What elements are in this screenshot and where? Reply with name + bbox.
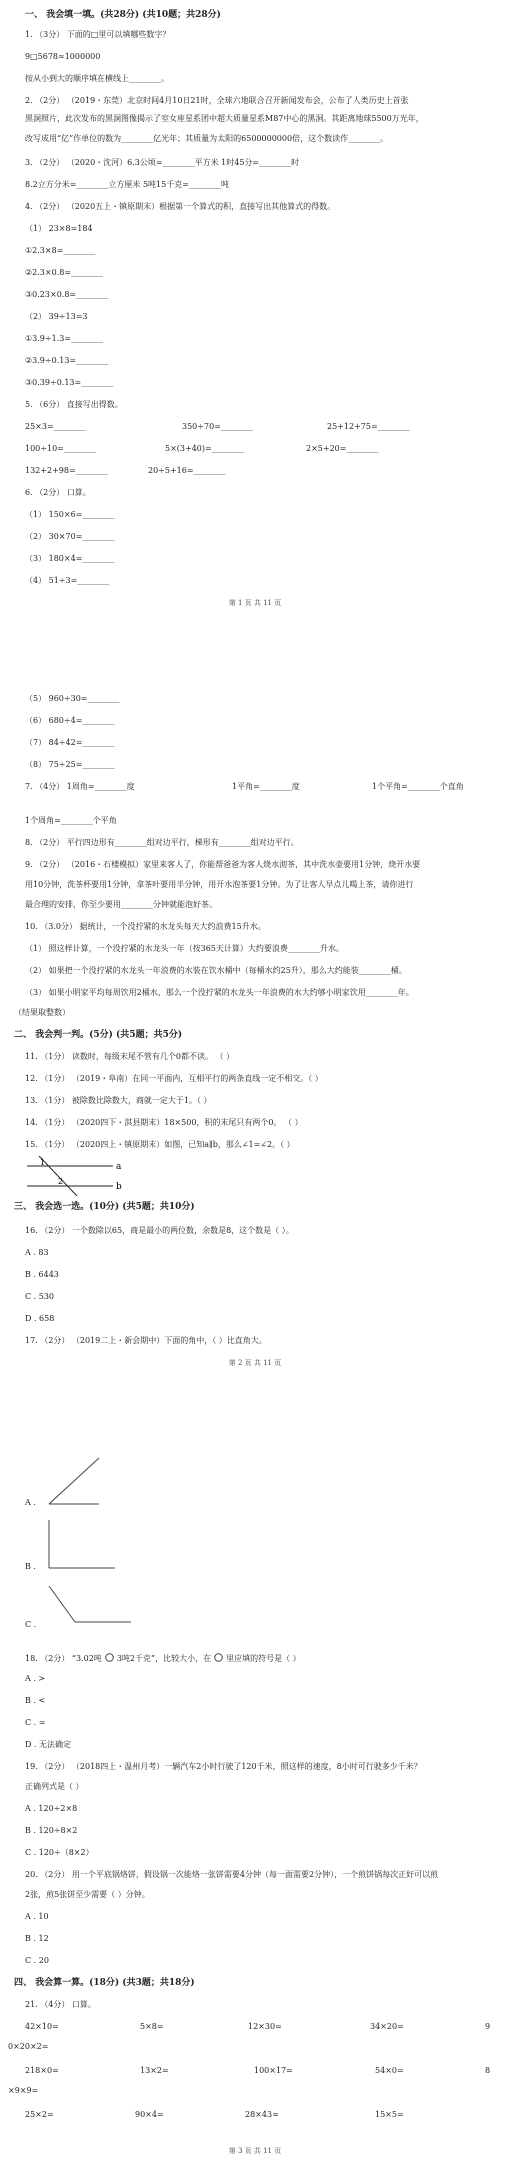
q5-item: 25+12+75=________ <box>327 422 410 431</box>
q21-item-wrap: ×9×9= <box>8 2086 39 2095</box>
q20-option: B . 12 <box>25 1934 49 1943</box>
q18-option: D . 无法确定 <box>25 1740 72 1749</box>
q1-instruction: 按从小到大的顺序填在横线上________。 <box>25 74 169 83</box>
page-footer: 第 3 页 共 11 页 <box>228 2147 282 2155</box>
label-a: a <box>116 1162 122 1172</box>
q21-item: 5×8= <box>140 2022 164 2031</box>
q6-item: （5） 960÷30=________ <box>25 694 120 703</box>
q17-option: B . <box>25 1562 36 1571</box>
q5-item: 350÷70=________ <box>182 422 253 431</box>
q20-line-1: 20. （2分） 用一个平底锅烙饼，假设锅一次能烙一张饼需要4分钟（每一面需要2分钟），一个煎饼锅每次正好可以煎 <box>25 1870 439 1879</box>
q9-line-1: 9. （2分） （2016・石楼模拟）家里来客人了，你能帮爸爸为客人烧水沏茶，其中洗水壶要用1分钟，烧开水要 <box>25 860 421 869</box>
q15-text: 15. （1分） （2020四上・镇原期末）如图，已知a∥b，那么∠1=∠2。（ ） <box>25 1140 295 1149</box>
q12-text: 12. （1分） （2019・阜南）在同一平面内，互相平行的两条直线一定不相交。（ ） <box>25 1074 323 1083</box>
q16-option: A . 83 <box>25 1248 49 1257</box>
q7-part-1: 7. （4分） 1周角=________度 <box>25 782 135 791</box>
q3-line-2: 8.2立方分米=________立方厘米 5吨15千克=________吨 <box>25 180 229 189</box>
q17-text: 17. （2分） （2019二上・新会期中）下面的角中，（ ）比直角大。 <box>25 1336 267 1345</box>
q4-item: ②2.3×0.8=________ <box>25 268 104 277</box>
label-angle-2: 2 <box>58 1177 64 1186</box>
q21-item: 8 <box>485 2066 491 2075</box>
q21-item: 12×30= <box>248 2022 282 2031</box>
comparison-circle-icon <box>214 1653 223 1662</box>
q4-item: ①3.9÷1.3=________ <box>25 334 104 343</box>
q21-item: 25×2= <box>25 2110 54 2119</box>
q6-text: 6. （2分） 口算。 <box>25 488 91 497</box>
label-angle-1: 1 <box>40 1158 46 1167</box>
label-b: b <box>116 1182 122 1192</box>
q18-part-3: 里应填的符号是（ ） <box>226 1654 301 1663</box>
q4-sub-2: （2） 39÷13=3 <box>25 312 88 321</box>
q19-line-2: 正确列式是（ ） <box>25 1782 84 1791</box>
q5-item: 25×3=________ <box>25 422 86 431</box>
section-2-title: 二、 我会判一判。(5分) (共5题；共5分) <box>14 1030 183 1040</box>
q5-item: 20÷5+16=________ <box>148 466 226 475</box>
q18-option: A . > <box>25 1674 46 1683</box>
q4-sub-1: （1） 23×8=184 <box>25 224 93 233</box>
q19-line-1: 19. （2分） （2018四上・温州月考）一辆汽车2小时行驶了120千米，照这样的速度，8小时可行驶多少千米？ <box>25 1762 422 1771</box>
q20-option: C . 20 <box>25 1956 49 1965</box>
q18-option: B . < <box>25 1696 46 1705</box>
page-footer: 第 1 页 共 11 页 <box>228 599 282 607</box>
q21-item: 15×5= <box>375 2110 404 2119</box>
q6-item: （8） 75÷25=________ <box>25 760 115 769</box>
q5-item: 132+2+98=________ <box>25 466 108 475</box>
q16-option: C . 530 <box>25 1292 55 1301</box>
q21-item: 42×10= <box>25 2022 59 2031</box>
q6-item: （3） 180×4=________ <box>25 554 115 563</box>
q13-text: 13. （1分） 被除数比除数大，商就一定大于1。（ ） <box>25 1096 212 1105</box>
q10-sub: （2） 如果把一个没拧紧的水龙头一年浪费的水装在饮水桶中（每桶水约25升），那么大约能装________桶。 <box>25 966 407 975</box>
q2-line-1: 2. （2分） （2019・东莞）北京时间4月10日21时，全球六地联合召开新闻发布会，公布了人类历史上首张 <box>25 96 409 105</box>
q10-note: （结果取整数） <box>14 1008 70 1017</box>
q19-option: C . 120÷（8×2） <box>25 1848 94 1857</box>
q21-item-wrap: 0×20×2= <box>8 2042 49 2051</box>
q7-part-3: 1个平角=________个直角 <box>372 782 464 791</box>
q4-item: ③0.23×0.8=________ <box>25 290 109 299</box>
q18-part-1: 18. （2分） “3.02吨 <box>25 1654 102 1663</box>
q19-option: A . 120÷2×8 <box>25 1804 78 1813</box>
q4-text: 4. （2分） （2020五上・镇原期末）根据第一个算式的积，直接写出其他算式的得数。 <box>25 202 336 211</box>
q5-item: 100÷10=________ <box>25 444 96 453</box>
q9-line-3: 最合理的安排，你至少要用________分钟就能泡好茶。 <box>25 900 217 909</box>
q17-option: C . <box>25 1620 37 1629</box>
q5-item: 5×(3+40)=________ <box>165 444 244 453</box>
q8-text: 8. （2分） 平行四边形有________组对边平行，梯形有________组对边平行。 <box>25 838 299 847</box>
q21-item: 218×0= <box>25 2066 59 2075</box>
q7-part-2: 1平角=________度 <box>232 782 300 791</box>
q6-item: （6） 680÷4=________ <box>25 716 115 725</box>
section-3-title: 三、 我会选一选。(10分) (共5题；共10分) <box>14 1202 195 1212</box>
q14-text: 14. （1分） （2020四下・淇县期末）18×500，积的末尾只有两个0。 （ ） <box>25 1118 303 1127</box>
q21-item: 13×2= <box>140 2066 169 2075</box>
angle-c-figure <box>45 1582 135 1632</box>
q16-option: D . 658 <box>25 1314 55 1323</box>
q3-line-1: 3. （2分） （2020・沈河）6.3公顷=________平方米 1时45分=________时 <box>25 158 300 167</box>
page-footer: 第 2 页 共 11 页 <box>228 1359 282 1367</box>
q20-option: A . 10 <box>25 1912 49 1921</box>
q10-text: 10. （3.0分） 据统计，一个没拧紧的水龙头每天大约浪费15升水。 <box>25 922 266 931</box>
q21-item: 9 <box>485 2022 491 2031</box>
q5-text: 5. （6分） 直接写出得数。 <box>25 400 123 409</box>
q11-text: 11. （1分） 读数时，每级末尾不管有几个0都不读。 （ ） <box>25 1052 235 1061</box>
q16-option: B . 6443 <box>25 1270 59 1279</box>
parallel-lines-figure <box>25 1156 125 1196</box>
q20-line-2: 2张，煎5张饼至少需要（ ）分钟。 <box>25 1890 150 1899</box>
q6-item: （4） 51÷3=________ <box>25 576 110 585</box>
q21-text: 21. （4分） 口算。 <box>25 2000 96 2009</box>
q5-item: 2×5+20=________ <box>306 444 379 453</box>
q6-item: （2） 30×70=________ <box>25 532 115 541</box>
q18-part-2: 3吨2千克”，比较大小，在 <box>116 1654 212 1663</box>
q4-item: ①2.3×8=________ <box>25 246 96 255</box>
q6-item: （7） 84÷42=________ <box>25 738 115 747</box>
q21-item: 54×0= <box>375 2066 404 2075</box>
q21-item: 34×20= <box>370 2022 404 2031</box>
section-1-title: 一、 我会填一填。(共28分) (共10题；共28分) <box>25 10 221 20</box>
angle-b-figure <box>45 1516 125 1576</box>
q17-option: A . <box>25 1498 36 1507</box>
angle-a-figure <box>45 1452 105 1512</box>
comparison-circle-icon <box>105 1653 114 1662</box>
q2-line-3: 改写成用“亿”作单位的数为________亿光年；其质量为太阳的6500000000倍，这个数读作________。 <box>25 134 389 143</box>
q21-item: 100×17= <box>254 2066 293 2075</box>
q6-item: （1） 150×6=________ <box>25 510 115 519</box>
q2-line-2: 黑洞照片，此次发布的黑洞图像揭示了室女座星系团中超大质量星系M87中心的黑洞。其距离地球5500万光年， <box>25 114 424 123</box>
q16-text: 16. （2分） 一个数除以65，商是最小的两位数，余数是8，这个数是（ ）。 <box>25 1226 294 1235</box>
q4-item: ③0.39÷0.13=________ <box>25 378 114 387</box>
q1-text: 1. （3分） 下面的□里可以填哪些数字？ <box>25 30 171 39</box>
q21-item: 28×43≈ <box>245 2110 279 2119</box>
q9-line-2: 用10分钟，洗茶杯要用1分钟，拿茶叶要用半分钟，用开水泡茶要1分钟。为了让客人早点儿喝上茶，请你进行 <box>25 880 414 889</box>
q10-sub: （3） 如果小明家平均每周饮用2桶水，那么一个没拧紧的水龙头一年浪费的水大约够小明家饮用________年。 <box>25 988 414 997</box>
q7-part-4: 1个周角=________个平角 <box>25 816 117 825</box>
q19-option: B . 120÷8×2 <box>25 1826 78 1835</box>
q10-sub: （1） 照这样计算，一个没拧紧的水龙头一年（按365天计算）大约要浪费________升水。 <box>25 944 344 953</box>
q18-option: C . = <box>25 1718 46 1727</box>
q18-text <box>25 1652 301 1664</box>
section-4-title: 四、 我会算一算。(18分) (共3题；共18分) <box>14 1978 195 1988</box>
q21-item: 90×4= <box>135 2110 164 2119</box>
q4-item: ②3.9÷0.13=________ <box>25 356 109 365</box>
q1-approx: 9□5678≈1000000 <box>25 52 101 61</box>
